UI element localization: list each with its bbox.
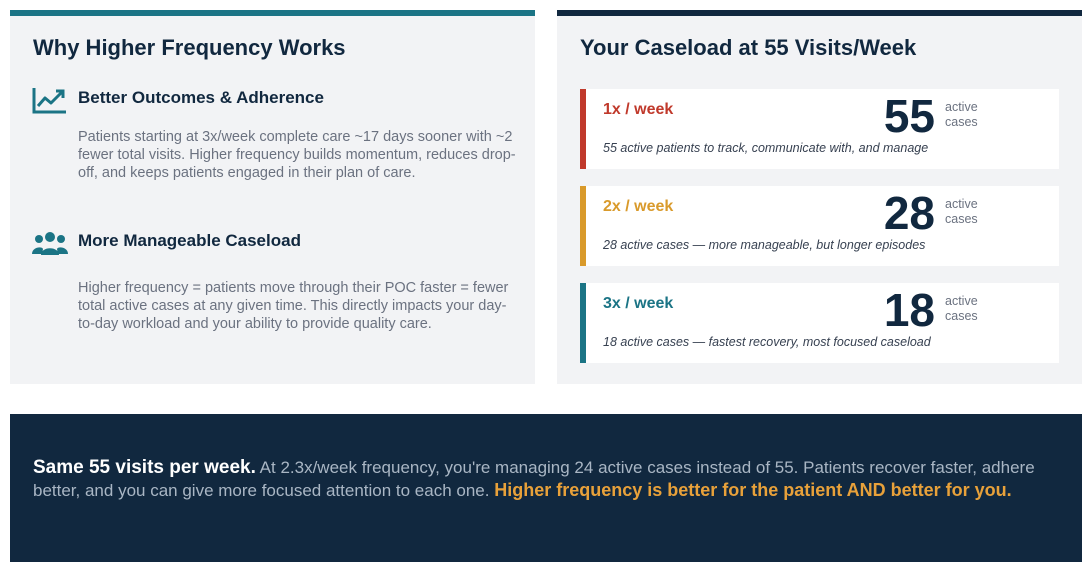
banner-body-text: At 2.3x/week frequency, you're managing 24 active cases instead of 55. Patients recover faster, adhere better, and you can give more focused attention to each one. xyxy=(33,458,1035,500)
frequency-note: 55 active patients to track, communicate with, and manage xyxy=(603,141,929,155)
banner-accent-text: Higher frequency is better for the patient AND better for you. xyxy=(494,480,1012,500)
feature-heading-outcomes: Better Outcomes & Adherence xyxy=(78,88,324,107)
active-case-count: 18 xyxy=(883,284,935,336)
feature-body-outcomes: Patients starting at 3x/week complete care ~17 days sooner with ~2 fewer total visits. Higher frequency builds momentum, reduces drop-off, and keeps patients engaged in their plan of care. xyxy=(78,129,516,181)
panel-title: Why Higher Frequency Works xyxy=(33,35,346,60)
frequency-label: 1x / week xyxy=(603,101,674,118)
trend-chart-icon xyxy=(32,86,68,114)
frequency-card-1x xyxy=(580,89,1059,169)
frequency-label: 3x / week xyxy=(603,295,674,312)
frequency-note: 28 active cases — more manageable, but longer episodes xyxy=(603,238,926,252)
panel-title: Your Caseload at 55 Visits/Week xyxy=(580,35,917,60)
active-case-count: 55 xyxy=(883,90,935,142)
feature-heading-caseload: More Manageable Caseload xyxy=(78,231,301,250)
active-case-count: 28 xyxy=(883,187,935,239)
frequency-note: 18 active cases — fastest recovery, most focused caseload xyxy=(603,335,931,349)
group-people-icon xyxy=(32,229,68,257)
caseload-panel xyxy=(557,10,1082,384)
frequency-label: 2x / week xyxy=(603,198,674,215)
why-higher-frequency-panel xyxy=(10,10,535,384)
banner-strong-text: Same 55 visits per week. xyxy=(33,457,256,478)
feature-body-caseload: Higher frequency = patients move through their POC faster = fewer total active cases at any given time. This directly impacts your day-to-day workload and your ability to provide quality care. xyxy=(78,280,509,332)
frequency-card-3x xyxy=(580,283,1059,363)
active-cases-unit: active cases xyxy=(945,294,978,323)
banner-text xyxy=(33,456,1053,502)
active-cases-unit: active cases xyxy=(945,100,978,129)
frequency-card-2x xyxy=(580,186,1059,266)
summary-banner xyxy=(10,414,1082,562)
active-cases-unit: active cases xyxy=(945,197,978,226)
